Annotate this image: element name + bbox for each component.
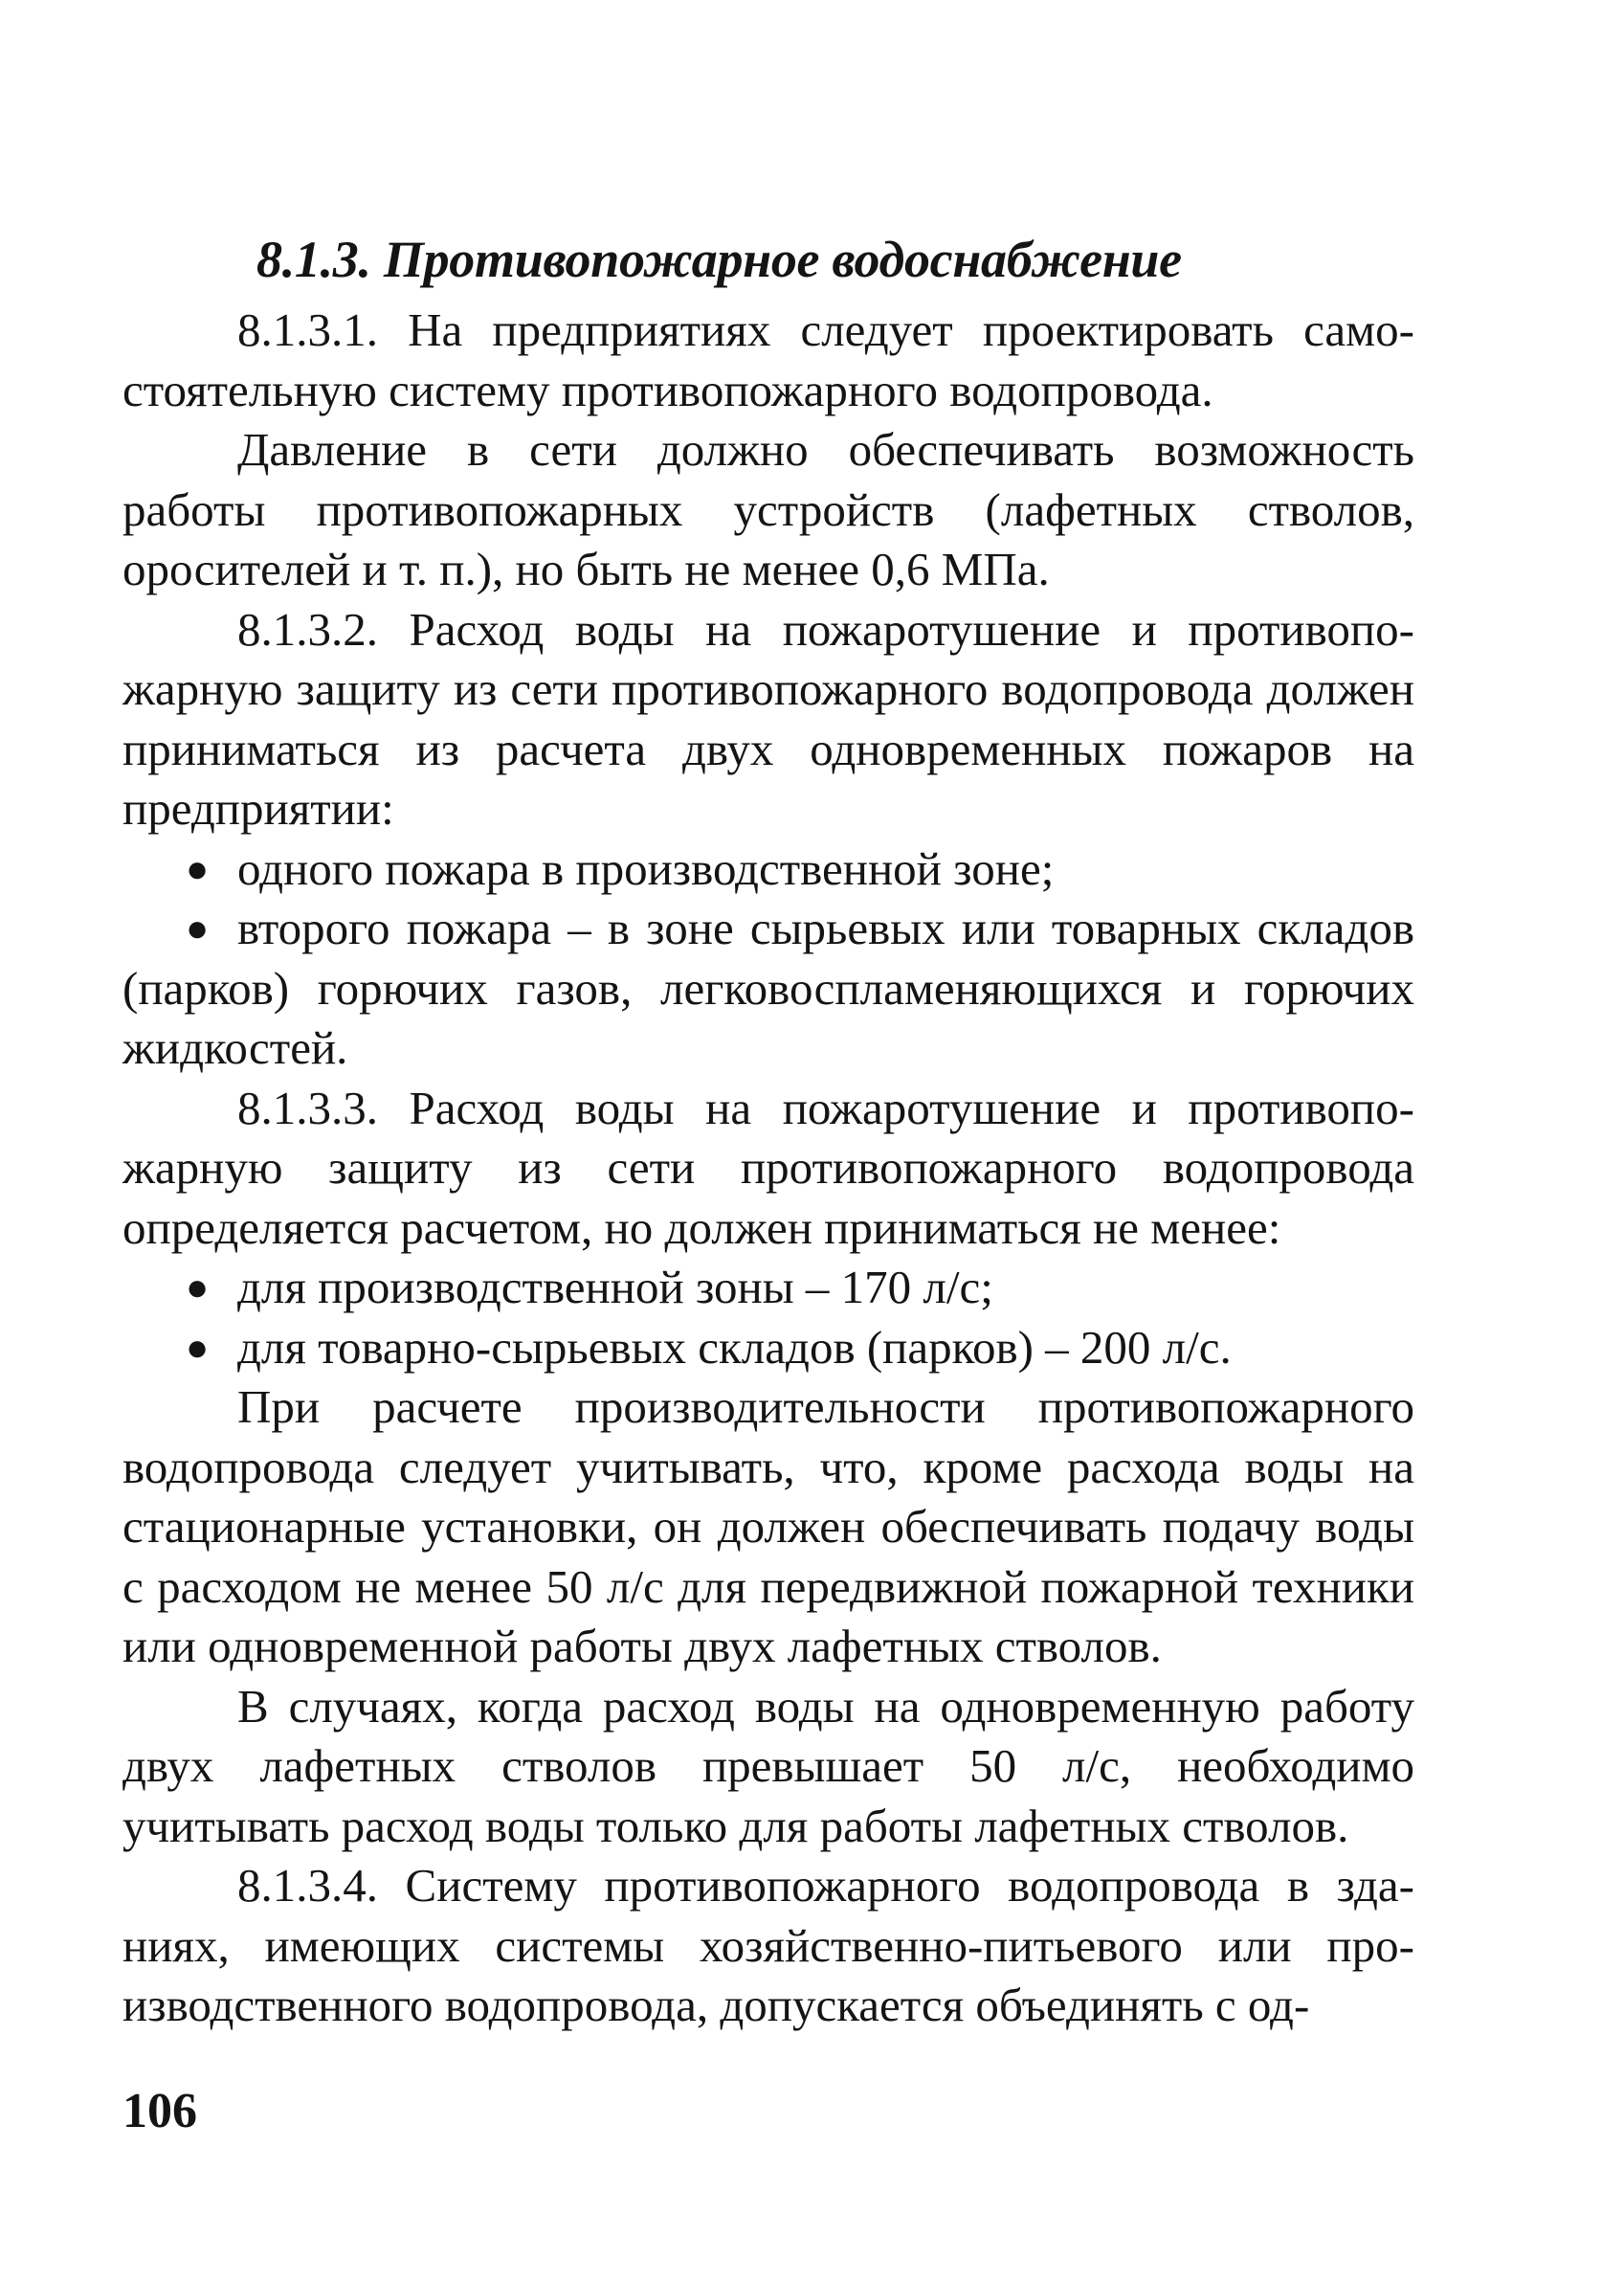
paragraph-8-1-3-1: 8.1.3.1. На предприятиях следует проектировать самостоятельную систему противопожарного водопровода.: [122, 303, 1414, 416]
paragraph-8-1-3-3: 8.1.3.3. Расход воды на пожаротушение и противопожарную защиту из сети противопожарного водопровода определяется расчетом, но должен приниматься не менее:: [122, 1081, 1414, 1254]
page-number: 106: [122, 2084, 197, 2138]
bullet-icon: ●: [186, 1265, 210, 1309]
paragraph-monitor-nozzles: В случаях, когда расход воды на одновременную работу двух лафетных стволов превышает 50 л/с, необходимо учитывать расход воды только для работы лафетных стволов.: [122, 1679, 1414, 1852]
bullet-icon: ●: [186, 906, 210, 950]
bullet-icon: ●: [186, 846, 210, 890]
list-item-text: одного пожара в производственной зоне;: [237, 841, 1055, 895]
section-heading: 8.1.3. Противопожарное водоснабжение: [256, 231, 1182, 288]
page-body: [122, 230, 1414, 2036]
paragraph-capacity: При расчете производительности противопожарного водопровода следует учитывать, что, кроме расхода воды на стационарные установки, он должен обеспечивать подачу воды с расходом не менее 50 л/с для передвижной пожарной техники или одновременной работы двух лафетных стволов.: [122, 1380, 1414, 1672]
list-item: [122, 1258, 1414, 1318]
list-item: [122, 899, 1414, 1079]
list-item: [122, 839, 1414, 900]
list-item-text: для товарно-сырьевых складов (парков) – 200 л/с.: [237, 1320, 1232, 1374]
paragraph-8-1-3-4: 8.1.3.4. Систему противопожарного водопровода в зданиях, имеющих системы хозяйственно-питьевого или производственного водопровода, допускается объединять с од-: [122, 1859, 1414, 2031]
paragraph-pressure: Давление в сети должно обеспечивать возможность работы противопожарных устройств (лафетных стволов, оросителей и т. п.), но быть не менее 0,6 МПа.: [122, 423, 1414, 595]
paragraph-8-1-3-2: 8.1.3.2. Расход воды на пожаротушение и противопожарную защиту из сети противопожарного водопровода должен приниматься из расчета двух одновременных пожаров на предприятии:: [122, 602, 1414, 835]
list-item-text: для производственной зоны – 170 л/с;: [237, 1261, 993, 1313]
bullet-icon: ●: [186, 1325, 210, 1369]
list-item: [122, 1318, 1414, 1378]
list-item-text: второго пожара – в зоне сырьевых или товарных складов (парков) горючих газов, легковоспламеняющихся и горючих жидкостей.: [122, 902, 1414, 1074]
